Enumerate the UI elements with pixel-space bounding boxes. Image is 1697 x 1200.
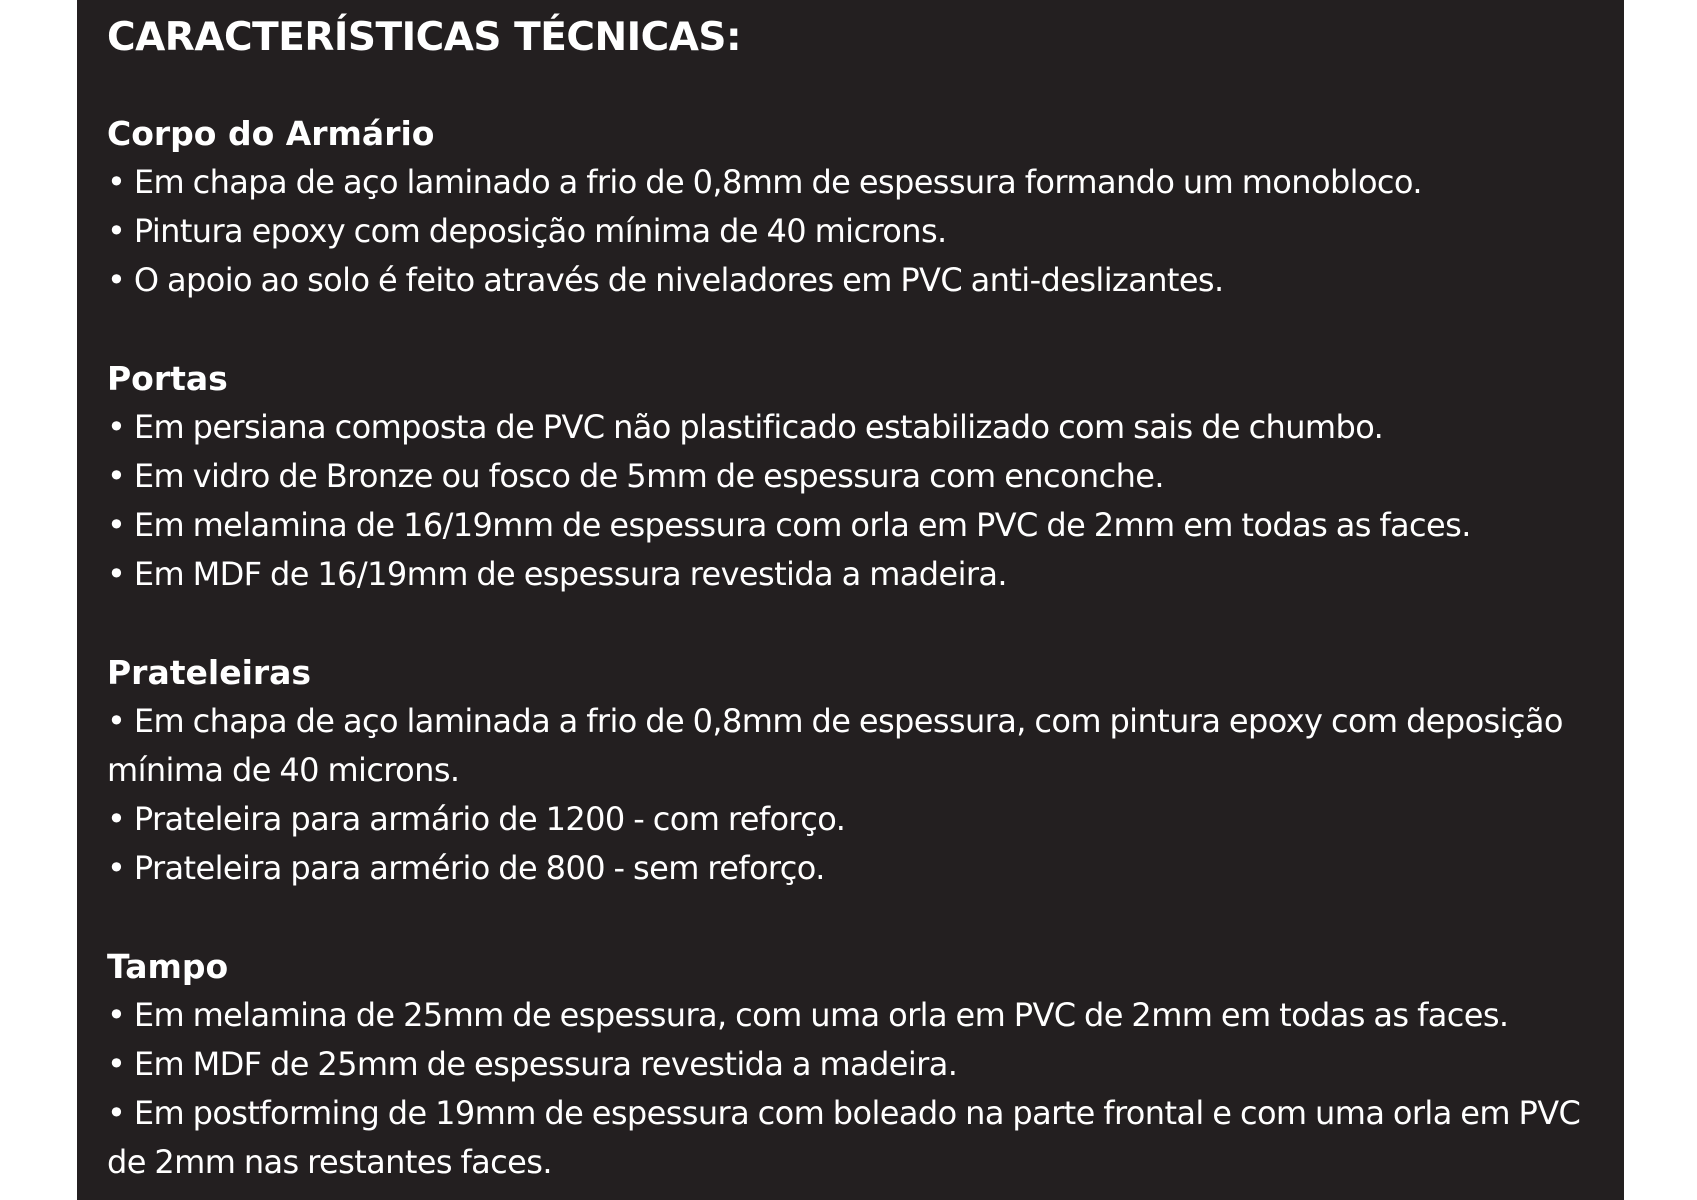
section-heading: Prateleiras: [107, 653, 312, 692]
list-item: • Em chapa de aço laminada a frio de 0,8mm de espessura, com pintura epoxy com deposição mínima de 40 microns.: [107, 702, 1563, 789]
list-item: • Em vidro de Bronze ou fosco de 5mm de espessura com enconche.: [107, 457, 1164, 495]
section-prateleiras: [107, 649, 1604, 893]
list-item: • O apoio ao solo é feito através de niveladores em PVC anti-deslizantes.: [107, 261, 1224, 299]
list-item: • Em chapa de aço laminado a frio de 0,8mm de espessura formando um monobloco.: [107, 163, 1422, 201]
page-title: CARACTERÍSTICAS TÉCNICAS:: [107, 15, 742, 60]
list-item: • Em postforming de 19mm de espessura com boleado na parte frontal e com uma orla em PVC de 2mm nas restantes faces.: [107, 1094, 1581, 1181]
list-item: • Pintura epoxy com deposição mínima de 40 microns.: [107, 212, 947, 250]
bullet-list: [107, 403, 1604, 599]
section-heading: Portas: [107, 359, 228, 398]
list-item: • Em melamina de 25mm de espessura, com uma orla em PVC de 2mm em todas as faces.: [107, 996, 1509, 1034]
bullet-list: [107, 991, 1604, 1187]
section-heading: Corpo do Armário: [107, 114, 435, 153]
specs-panel: [77, 0, 1624, 1200]
section-corpo-do-armario: [107, 110, 1604, 305]
bullet-list: [107, 158, 1604, 305]
list-item: • Em melamina de 16/19mm de espessura com orla em PVC de 2mm em todas as faces.: [107, 506, 1471, 544]
section-portas: [107, 355, 1604, 599]
list-item: • Prateleira para armário de 1200 - com reforço.: [107, 800, 846, 838]
list-item: • Em persiana composta de PVC não plastificado estabilizado com sais de chumbo.: [107, 408, 1384, 446]
section-tampo: [107, 943, 1604, 1187]
list-item: • Em MDF de 16/19mm de espessura revestida a madeira.: [107, 555, 1007, 593]
bullet-list: [107, 697, 1604, 893]
section-heading: Tampo: [107, 947, 229, 986]
list-item: • Prateleira para armério de 800 - sem reforço.: [107, 849, 825, 887]
list-item: • Em MDF de 25mm de espessura revestida a madeira.: [107, 1045, 958, 1083]
